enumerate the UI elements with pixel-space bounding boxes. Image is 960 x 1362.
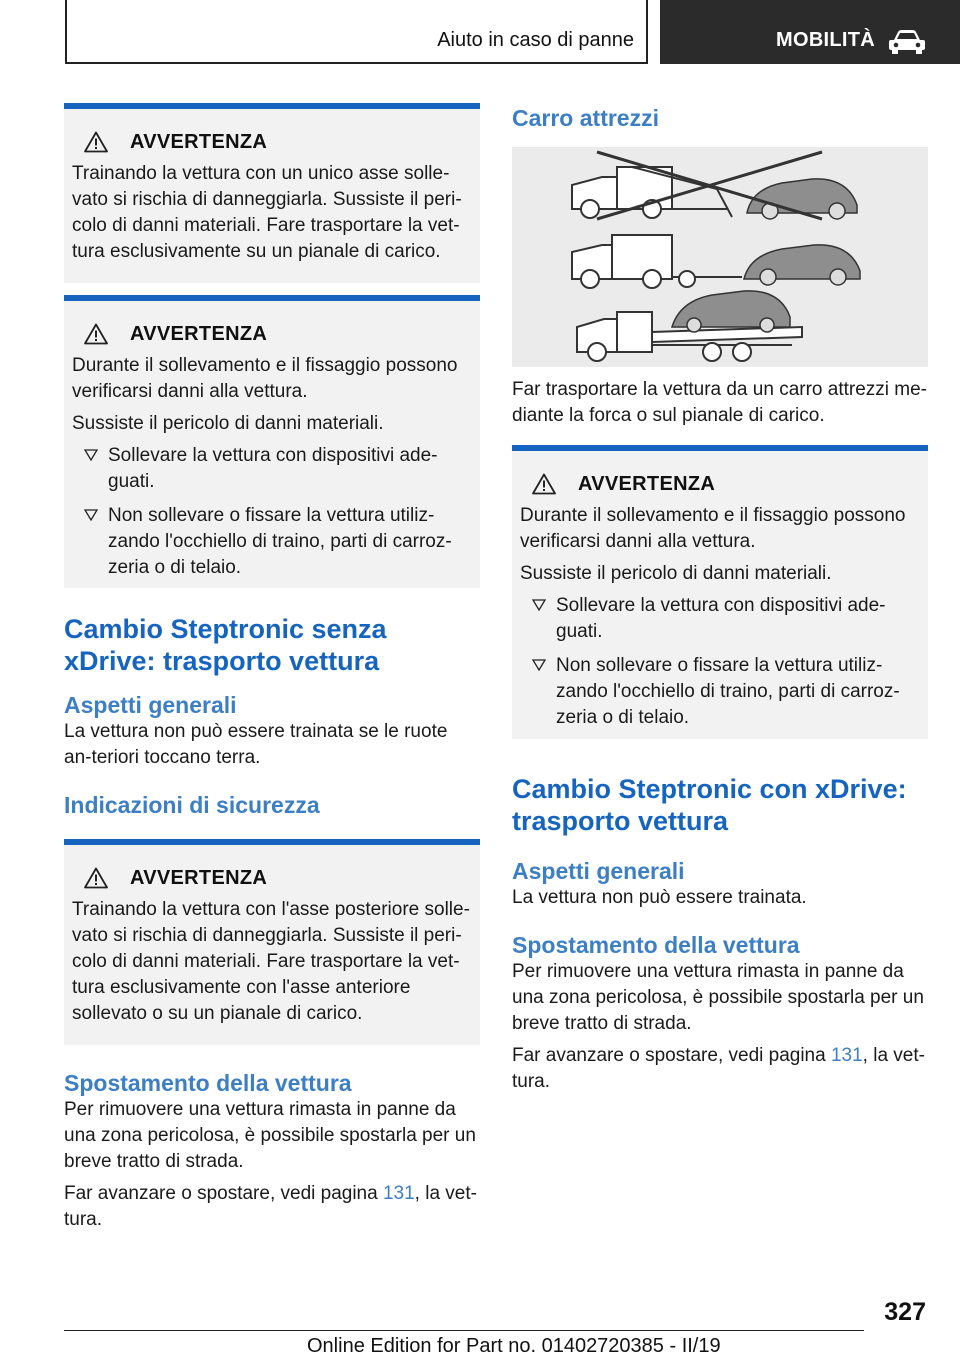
list-item: Sollevare la vettura con dispositivi ade-guati. [72, 443, 472, 495]
tow-truck-illustration [512, 147, 928, 367]
warning-triangle-icon [84, 323, 108, 345]
page-link[interactable]: 131 [830, 1045, 863, 1066]
header-title-box [65, 0, 648, 64]
body-text: La vettura non può essere trainata. [512, 887, 807, 908]
header-section-label: MOBILITÀ [776, 29, 876, 51]
footer-divider [64, 1330, 864, 1331]
warning-text: Trainando la vettura con l'asse posteriore solle-vato si rischia di danneggiarla. Sussiste il peri-colo di danni materiali. Fare trasportare la vet-tura esclusivamente con l'asse anteriore sollevato o su un pianale di carico. [72, 899, 470, 1024]
list-item: Non sollevare o fissare la vettura utiliz-zando l'occhiello di traino, parti di carroz-zeria o di telaio. [72, 503, 472, 581]
subsection-heading: Aspetti generali [64, 692, 237, 718]
subsection-heading: Carro attrezzi [512, 105, 659, 131]
subsection-heading: Indicazioni di sicurezza [64, 792, 320, 818]
body-text-reference: Far avanzare o spostare, vedi pagina 131, la vet-tura. [64, 1183, 477, 1230]
warning-box-lifting [64, 295, 480, 588]
page-number: 327 [884, 1298, 926, 1326]
body-text: Per rimuovere una vettura rimasta in panne da una zona pericolosa, è possibile spostarla per un breve tratto di strada. [64, 1099, 476, 1172]
warning-triangle-icon [84, 867, 108, 889]
subsection-heading: Spostamento della vettura [64, 1070, 352, 1096]
warning-text: Trainando la vettura con un unico asse solle-vato si rischia di danneggiarla. Sussiste il peri-colo di danni materiali. Fare trasportare la vet-tura esclusivamente su un pianale di carico. [72, 163, 462, 262]
header-title: Aiuto in caso di panne [437, 29, 634, 51]
header-section-tab[interactable] [660, 0, 960, 64]
list-item: Non sollevare o fissare la vettura utiliz-zando l'occhiello di traino, parti di carroz-zeria o di telaio. [520, 653, 920, 731]
body-text: Per rimuovere una vettura rimasta in panne da una zona pericolosa, è possibile spostarla per un breve tratto di strada. [512, 961, 924, 1034]
warning-text: Sussiste il pericolo di danni materiali. [520, 563, 832, 584]
triangle-bullet-icon [532, 658, 546, 672]
subsection-heading: Spostamento della vettura [512, 932, 800, 958]
warning-triangle-icon [532, 473, 556, 495]
triangle-bullet-icon [84, 448, 98, 462]
warning-triangle-icon [84, 131, 108, 153]
bullet-list [520, 593, 920, 731]
triangle-bullet-icon [532, 598, 546, 612]
warning-box-rear-axle [64, 839, 480, 1045]
warning-box-lifting [512, 445, 928, 739]
bullet-list [72, 443, 472, 581]
warning-box-single-axle [64, 103, 480, 283]
left-column [64, 103, 480, 1239]
warning-title: AVVERTENZA [130, 322, 268, 345]
right-column [512, 103, 928, 1101]
warning-text: Sussiste il pericolo di danni materiali. [72, 413, 384, 434]
warning-title: AVVERTENZA [130, 866, 268, 889]
subsection-heading: Aspetti generali [512, 858, 685, 884]
warning-title: AVVERTENZA [130, 130, 268, 153]
footer-edition: Online Edition for Part no. 01402720385 - II/19 [307, 1335, 721, 1357]
car-icon [888, 28, 926, 54]
warning-title: AVVERTENZA [578, 472, 716, 495]
warning-text: Durante il sollevamento e il fissaggio possono verificarsi danni alla vettura. [72, 355, 458, 402]
section-heading: Cambio Steptronic senza xDrive: trasporto vettura [64, 614, 387, 676]
warning-text: Durante il sollevamento e il fissaggio possono verificarsi danni alla vettura. [520, 505, 906, 552]
tow-truck-drawing [512, 147, 928, 367]
page-link[interactable]: 131 [382, 1183, 415, 1204]
list-item: Sollevare la vettura con dispositivi ade-guati. [520, 593, 920, 645]
figure-caption: Far trasportare la vettura da un carro attrezzi me-diante la forca o sul pianale di carico. [512, 379, 927, 426]
triangle-bullet-icon [84, 508, 98, 522]
body-text-reference: Far avanzare o spostare, vedi pagina 131, la vet-tura. [512, 1045, 925, 1092]
body-text: La vettura non può essere trainata se le ruote an-teriori toccano terra. [64, 721, 448, 768]
section-heading: Cambio Steptronic con xDrive: trasporto vettura [512, 774, 907, 836]
